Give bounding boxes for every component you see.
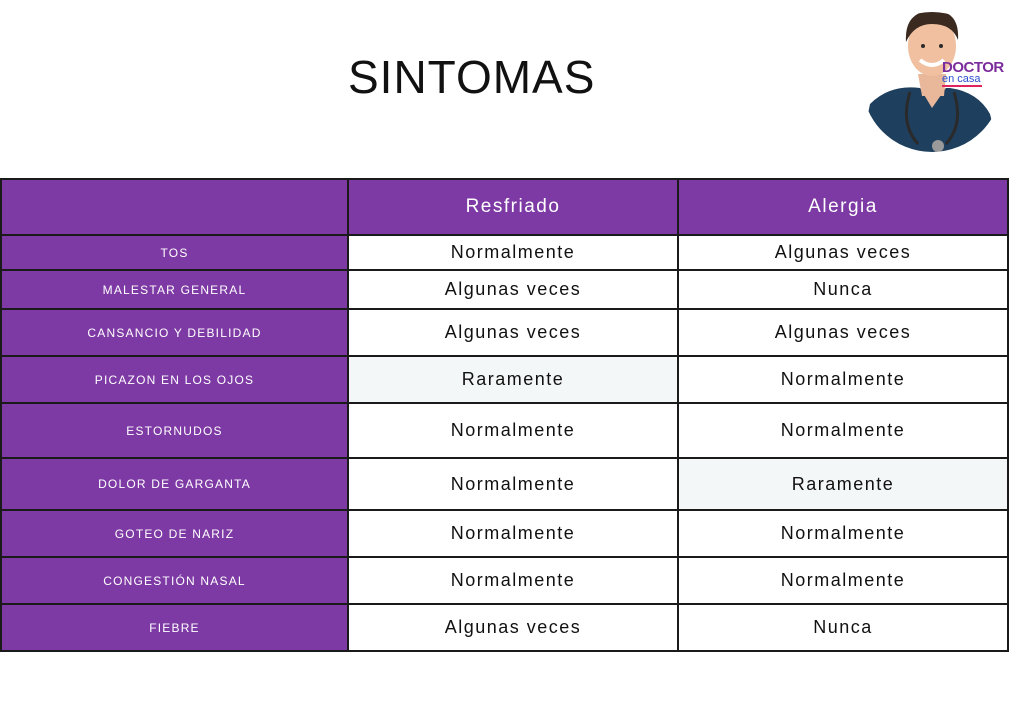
table-row (1, 557, 1008, 604)
table-row (1, 604, 1008, 651)
alergia-cell: Normalmente (678, 510, 1008, 557)
resfriado-cell: Algunas veces (348, 309, 678, 356)
alergia-cell: Normalmente (678, 356, 1008, 403)
table-row (1, 403, 1008, 458)
table-row (1, 356, 1008, 403)
resfriado-cell: Normalmente (348, 403, 678, 458)
alergia-cell: Algunas veces (678, 309, 1008, 356)
symptom-label: MALESTAR GENERAL (1, 270, 348, 309)
table-row (1, 510, 1008, 557)
table-row (1, 309, 1008, 356)
resfriado-cell: Raramente (348, 356, 678, 403)
symptom-label: ESTORNUDOS (1, 403, 348, 458)
symptom-label: DOLOR DE GARGANTA (1, 458, 348, 510)
header-resfriado: Resfriado (348, 179, 678, 235)
logo-doctor-text: DOCTOR (942, 59, 1004, 76)
alergia-cell: Nunca (678, 270, 1008, 309)
resfriado-cell: Normalmente (348, 510, 678, 557)
resfriado-cell: Normalmente (348, 557, 678, 604)
symptom-label: CONGESTIÓN NASAL (1, 557, 348, 604)
header-empty-cell (1, 179, 348, 235)
symptom-label: FIEBRE (1, 604, 348, 651)
table-row (1, 235, 1008, 270)
resfriado-cell: Normalmente (348, 235, 678, 270)
symptom-label: PICAZON EN LOS OJOS (1, 356, 348, 403)
resfriado-cell: Normalmente (348, 458, 678, 510)
resfriado-cell: Algunas veces (348, 604, 678, 651)
table-header-row (1, 179, 1008, 235)
table-row (1, 270, 1008, 309)
alergia-cell: Normalmente (678, 403, 1008, 458)
symptom-label: CANSANCIO Y DEBILIDAD (1, 309, 348, 356)
logo-en-casa-text: en casa (942, 73, 981, 85)
header-alergia: Alergia (678, 179, 1008, 235)
symptom-label: TOS (1, 235, 348, 270)
alergia-cell: Normalmente (678, 557, 1008, 604)
doctor-en-casa-logo (860, 4, 1020, 156)
table-row (1, 458, 1008, 510)
alergia-cell: Nunca (678, 604, 1008, 651)
resfriado-cell: Algunas veces (348, 270, 678, 309)
symptoms-table (0, 178, 1009, 652)
page-title: SINTOMAS (348, 51, 596, 103)
alergia-cell: Raramente (678, 458, 1008, 510)
symptom-label: GOTEO DE NARIZ (1, 510, 348, 557)
alergia-cell: Algunas veces (678, 235, 1008, 270)
